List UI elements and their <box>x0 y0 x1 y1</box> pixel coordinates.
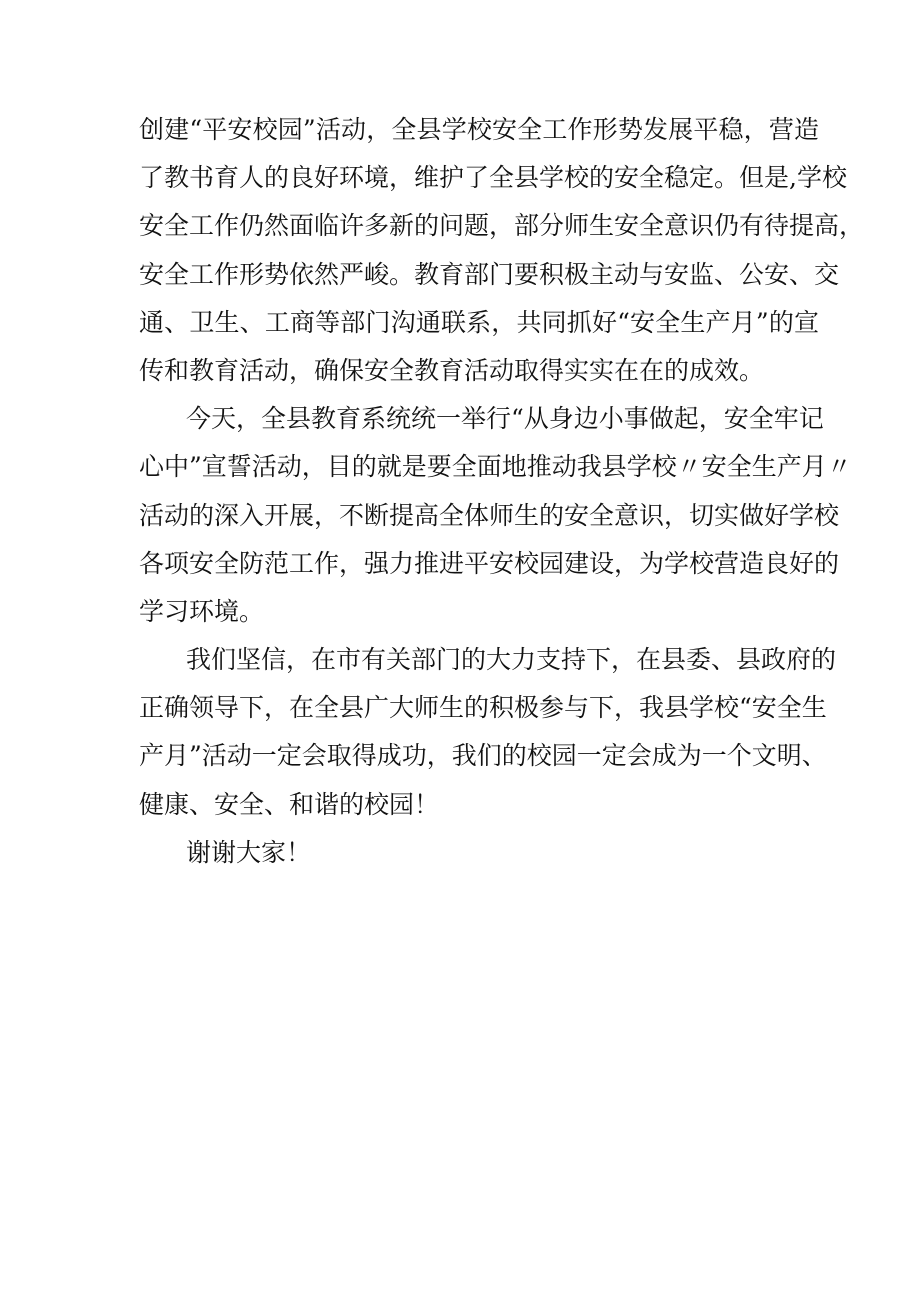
paragraph-line: 今天，全县教育系统统一举行“从身边小事做起，安全牢记 <box>186 404 824 434</box>
paragraph-line: 心中”宣誓活动，目的就是要全面地推动我县学校〃安全生产月〃 <box>139 452 852 482</box>
paragraph-line: 创建“平安校园”活动，全县学校安全工作形势发展平稳，营造 <box>139 115 819 144</box>
paragraph-line: 通、卫生、工商等部门沟通联系，共同抓好“安全生产月”的宣 <box>139 307 819 337</box>
paragraph-line: 产月”活动一定会取得成功，我们的校园一定会成为一个文明、 <box>139 741 827 771</box>
closing-line: 谢谢大家！ <box>186 837 312 867</box>
paragraph-line: 正确领导下，在全县广大师生的积极参与下，我县学校“安全生 <box>139 693 827 723</box>
paragraph-2 <box>139 395 852 636</box>
document-body <box>139 106 865 877</box>
paragraph-line: 传和教育活动，确保安全教育活动取得实实在在的成效。 <box>139 355 765 385</box>
paragraph-line: 我们坚信，在市有关部门的大力支持下，在县委、县政府的 <box>186 645 837 675</box>
paragraph-line: 安全工作形势依然严峻。教育部门要积极主动与安监、公安、交 <box>139 259 840 289</box>
paragraph-1 <box>139 106 865 395</box>
paragraph-4 <box>139 829 819 877</box>
paragraph-line: 健康、安全、和谐的校园！ <box>139 789 440 819</box>
paragraph-line: 了教书育人的良好环境，维护了全县学校的安全稳定。但是,学校 <box>139 163 847 193</box>
paragraph-line: 活动的深入开展，不断提高全体师生的安全意识，切实做好学校 <box>139 500 840 530</box>
paragraph-3 <box>139 636 837 829</box>
paragraph-line: 安全工作仍然面临许多新的问题，部分师生安全意识仍有待提高， <box>139 211 865 241</box>
paragraph-line: 学习环境。 <box>139 596 265 626</box>
paragraph-line: 各项安全防范工作，强力推进平安校园建设，为学校营造良好的 <box>139 548 840 578</box>
